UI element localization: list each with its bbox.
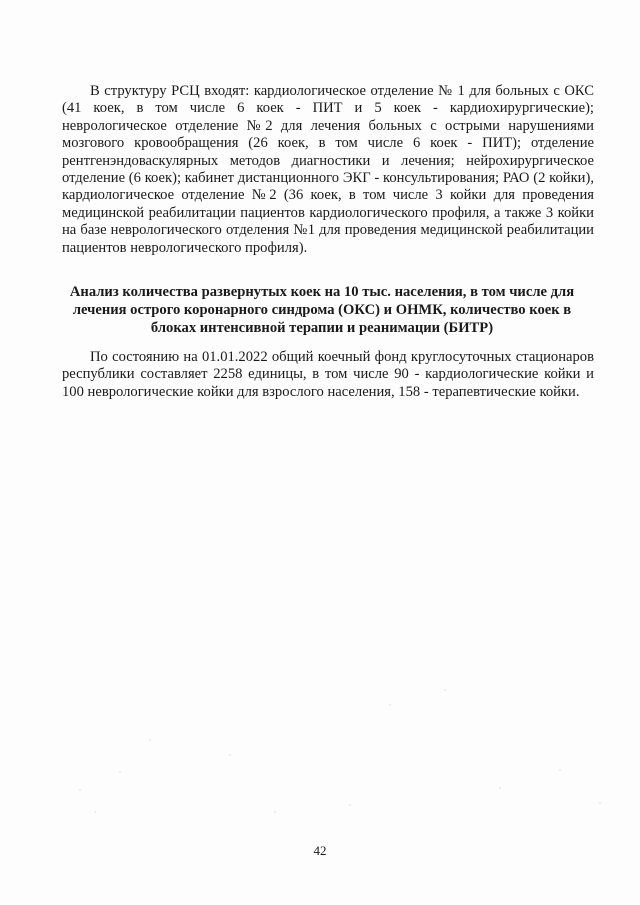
page-number: 42: [313, 843, 327, 858]
paragraph-rsc-structure: В структуру РСЦ входят: кардиологическое отделение № 1 для больных с ОКС (41 коек, в том числе 6 коек - ПИТ и 5 коек - кардиохирургические); неврологическое отделение №2 для лечения больных с острыми нарушениями мозгового кровообращения (26 коек, в том числе 6 коек - ПИТ); отделение рентгенэндоваскулярных методов диагностики и лечения; нейрохирургическое отделение (6 коек); кабинет дистанционного ЭКГ - консультирования; РАО (2 койки), кардиологическое отделение №2 (36 коек, в том числе 3 койки для проведения медицинской реабилитации пациентов кардиологического профиля, а также 3 койки на базе неврологического отделения №1 для проведения медицинской реабилитации пациентов неврологического профиля).: [62, 83, 594, 256]
section-heading: Анализ количества развернутых коек на 10 тыс. населения, в том числе для лечения острого коронарного синдрома (ОКС) и ОНМК, количество коек в блоках интенсивной терапии и реанимации (БИТР): [69, 284, 575, 336]
paragraph-bed-fund: По состоянию на 01.01.2022 общий коечный фонд круглосуточных стационаров республики составляет 2258 единицы, в том числе 90 - кардиологические койки и 100 неврологические койки для взрослого населения, 158 - терапевтические койки.: [62, 349, 594, 400]
